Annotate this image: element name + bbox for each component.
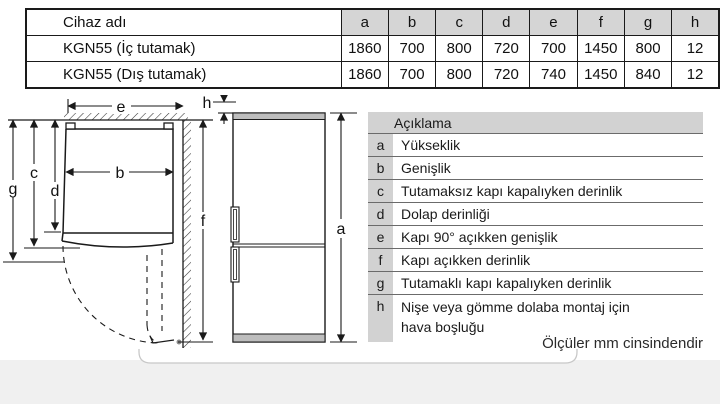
legend-key: h — [368, 295, 393, 342]
legend-row-g — [368, 272, 703, 295]
dim-value-cell: 1450 — [577, 62, 624, 89]
legend-label: Nişe veya gömme dolaba montaj için hava boşluğu — [401, 299, 630, 336]
dim-header-cell-f: f — [577, 9, 624, 36]
legend-row-d — [368, 203, 703, 226]
legend — [368, 112, 703, 342]
dim-header-cell-b: b — [388, 9, 435, 36]
fridge-base — [233, 334, 325, 342]
niche-top-wall-hatch — [64, 113, 188, 120]
legend-key: e — [368, 226, 393, 248]
legend-key: f — [368, 249, 393, 271]
spec-table — [25, 8, 720, 89]
device-name-header-cell: Cihaz adı — [26, 9, 341, 36]
dim-value-cell: 1450 — [577, 36, 624, 62]
dim-value-cell: 740 — [530, 62, 577, 89]
dim-value-cell: 12 — [672, 36, 719, 62]
dim-label-e: e — [116, 99, 126, 116]
dim-label-b: b — [115, 165, 125, 182]
device-name-cell: KGN55 (İç tutamak) — [26, 36, 341, 62]
legend-row-a — [368, 134, 703, 157]
door-front-plan — [62, 233, 173, 247]
dim-label-g: g — [8, 181, 18, 198]
legend-row-f — [368, 249, 703, 272]
legend-row-e — [368, 226, 703, 249]
legend-header: Açıklama — [368, 112, 703, 134]
legend-key: g — [368, 272, 393, 294]
door-swing-arc — [63, 246, 160, 343]
legend-label: Dolap derinliği — [401, 205, 490, 222]
legend-label: Tutamaksız kapı kapalıyken derinlik — [401, 182, 623, 199]
dimension-note: Ölçüler mm cinsindendir — [542, 335, 703, 352]
dim-value-cell: 1860 — [341, 62, 388, 89]
legend-label: Genişlik — [401, 159, 451, 176]
legend-row-c — [368, 180, 703, 203]
dim-label-f: f — [200, 213, 206, 230]
dim-header-cell-g: g — [625, 9, 672, 36]
legend-label: Kapı 90° açıkken genişlik — [401, 228, 558, 245]
dim-header-cell-h: h — [672, 9, 719, 36]
open-door-dashed — [147, 249, 162, 343]
legend-key: c — [368, 180, 393, 202]
fridge-top-cap — [233, 113, 325, 120]
dim-value-cell: 700 — [388, 62, 435, 89]
legend-row-b — [368, 157, 703, 180]
fridge-front-outline — [233, 113, 325, 342]
legend-key: d — [368, 203, 393, 225]
hinge-left — [66, 123, 75, 129]
spec-header-row — [26, 9, 719, 36]
legend-key: b — [368, 157, 393, 179]
legend-label: Yükseklik — [401, 136, 461, 153]
hinge-right — [164, 123, 173, 129]
dim-header-cell-d: d — [483, 9, 530, 36]
legend-label: Kapı açıkken derinlik — [401, 251, 531, 268]
dim-value-cell: 700 — [530, 36, 577, 62]
dim-value-cell: 800 — [436, 62, 483, 89]
dim-value-cell: 800 — [625, 36, 672, 62]
dim-header-cell-a: a — [341, 9, 388, 36]
dim-value-cell: 12 — [672, 62, 719, 89]
side-wall-hatch — [183, 120, 191, 348]
legend-label: Tutamaklı kapı kapalıyken derinlik — [401, 274, 612, 291]
dim-label-d: d — [50, 183, 60, 200]
dim-value-cell: 1860 — [341, 36, 388, 62]
dim-label-a: a — [336, 221, 346, 238]
front-view — [213, 102, 325, 342]
dimension-diagram — [0, 95, 360, 360]
device-name-cell: KGN55 (Dış tutamak) — [26, 62, 341, 89]
dim-value-cell: 800 — [436, 36, 483, 62]
spec-row — [26, 62, 719, 89]
dim-label-c: c — [30, 165, 38, 182]
legend-key: a — [368, 134, 393, 156]
spec-row — [26, 36, 719, 62]
top-view — [8, 113, 213, 348]
dim-value-cell: 720 — [483, 36, 530, 62]
dim-value-cell: 720 — [483, 62, 530, 89]
open-door-edge — [150, 336, 174, 343]
dim-header-cell-e: e — [530, 9, 577, 36]
dim-header-cell-c: c — [436, 9, 483, 36]
dim-value-cell: 700 — [388, 36, 435, 62]
dim-value-cell: 840 — [625, 62, 672, 89]
top-view-dimensions — [3, 99, 213, 342]
dim-label-h: h — [202, 95, 212, 112]
